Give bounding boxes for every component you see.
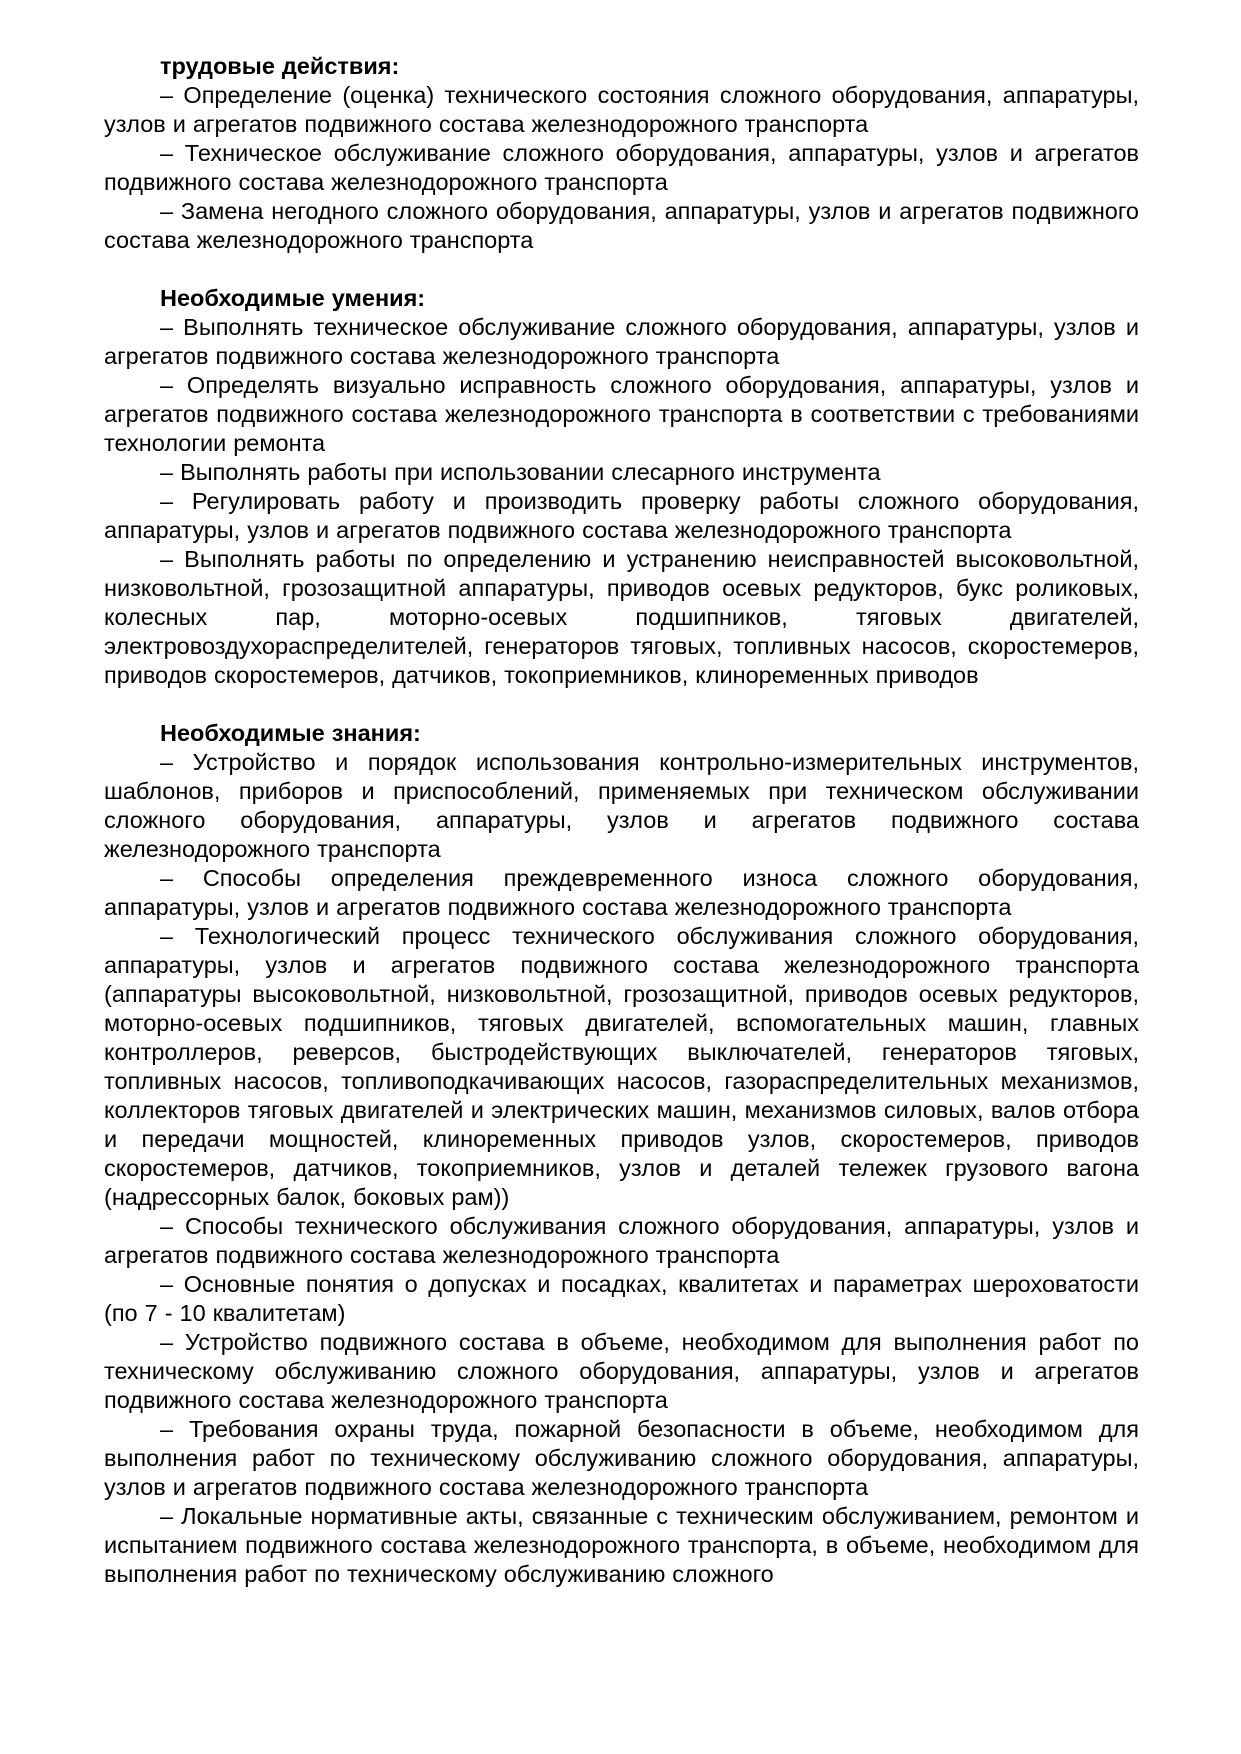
section-neobhodimye-umeniya [104, 284, 1139, 690]
paragraph: – Способы технического обслуживания сложного оборудования, аппаратуры, узлов и агрегатов подвижного состава железнодорожного транспорта [104, 1213, 1139, 1268]
section-neobhodimye-znaniya [104, 719, 1139, 1589]
paragraph: – Требования охраны труда, пожарной безопасности в объеме, необходимом для выполнения работ по техническому обслуживанию сложного оборудования, аппаратуры, узлов и агрегатов подвижного состава железнодорожного транспорта [104, 1416, 1139, 1500]
paragraph: – Замена негодного сложного оборудования, аппаратуры, узлов и агрегатов подвижного состава железнодорожного транспорта [104, 198, 1139, 253]
section-heading: Необходимые знания: [160, 720, 421, 746]
paragraph: – Устройство подвижного состава в объеме, необходимом для выполнения работ по техническому обслуживанию сложного оборудования, аппаратуры, узлов и агрегатов подвижного состава железнодорожного транспорта [104, 1329, 1139, 1413]
paragraph: – Определение (оценка) технического состояния сложного оборудования, аппаратуры, узлов и агрегатов подвижного состава железнодорожного транспорта [104, 82, 1139, 137]
paragraph: – Выполнять работы по определению и устранению неисправностей высоковольтной, низковольтной, грозозащитной аппаратуры, приводов осевых редукторов, букс роликовых, колесных пар, моторно-осевых подшипников, тяговых двигателей, электровоздухораспределителей, генераторов тяговых, топливных насосов, скоростемеров, приводов скоростемеров, датчиков, токоприемников, клиноременных приводов [104, 546, 1139, 688]
document-body [104, 52, 1139, 1589]
paragraph: – Выполнять работы при использовании слесарного инструмента [160, 459, 881, 485]
paragraph: – Технологический процесс технического обслуживания сложного оборудования, аппаратуры, узлов и агрегатов подвижного состава железнодорожного транспорта (аппаратуры высоковольтной, низковольтной, грозозащитной, приводов осевых редукторов, моторно-осевых подшипников, тяговых двигателей, вспомогательных машин, главных контроллеров, реверсов, быстродействующих выключателей, генераторов тяговых, топливных насосов, топливоподкачивающих насосов, газораспределительных механизмов, коллекторов тяговых двигателей и электрических машин, механизмов силовых, валов отбора и передачи мощностей, клиноременных приводов узлов, скоростемеров, приводов скоростемеров, датчиков, токоприемников, узлов и деталей тележек грузового вагона (надрессорных балок, боковых рам)) [104, 923, 1139, 1210]
paragraph: – Основные понятия о допусках и посадках, квалитетах и параметрах шероховатости (по 7 - 10 квалитетам) [104, 1271, 1139, 1326]
paragraph: – Локальные нормативные акты, связанные с техническим обслуживанием, ремонтом и испытанием подвижного состава железнодорожного транспорта, в объеме, необходимом для выполнения работ по техническому обслуживанию сложного [104, 1503, 1139, 1587]
paragraph: – Выполнять техническое обслуживание сложного оборудования, аппаратуры, узлов и агрегатов подвижного состава железнодорожного транспорта [104, 314, 1139, 369]
paragraph: – Определять визуально исправность сложного оборудования, аппаратуры, узлов и агрегатов подвижного состава железнодорожного транспорта в соответствии с требованиями технологии ремонта [104, 372, 1139, 456]
paragraph: – Техническое обслуживание сложного оборудования, аппаратуры, узлов и агрегатов подвижного состава железнодорожного транспорта [104, 140, 1139, 195]
section-heading: трудовые действия: [160, 53, 400, 79]
section-heading: Необходимые умения: [160, 285, 426, 311]
paragraph: – Способы определения преждевременного износа сложного оборудования, аппаратуры, узлов и агрегатов подвижного состава железнодорожного транспорта [104, 865, 1139, 920]
section-trudovye-deystviya [104, 52, 1139, 255]
paragraph: – Устройство и порядок использования контрольно-измерительных инструментов, шаблонов, приборов и приспособлений, применяемых при техническом обслуживании сложного оборудования, аппаратуры, узлов и агрегатов подвижного состава железнодорожного транспорта [104, 749, 1139, 862]
paragraph: – Регулировать работу и производить проверку работы сложного оборудования, аппаратуры, узлов и агрегатов подвижного состава железнодорожного транспорта [104, 488, 1139, 543]
